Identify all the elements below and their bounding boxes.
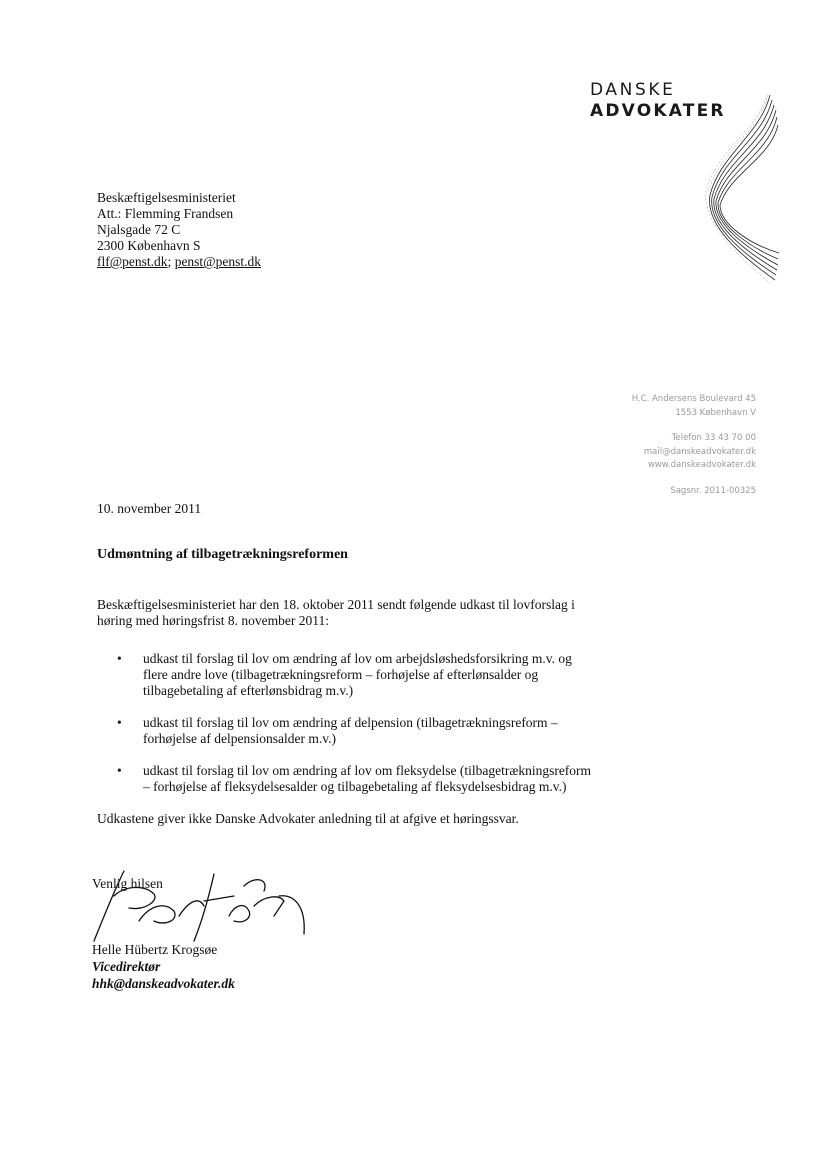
letter-body bbox=[97, 597, 597, 841]
logo-line2: ADVOKATER bbox=[590, 101, 726, 121]
sender-address-1: H.C. Andersens Boulevard 45 bbox=[631, 394, 756, 404]
bullet-dot-icon: • bbox=[117, 763, 122, 778]
sender-email: mail@danskeadvokater.dk bbox=[643, 446, 756, 457]
letter-intro: Beskæftigelsesministeriet har den 18. oktober 2011 sendt følgende udkast til lovforslag i høring med høringsfrist 8. november 2011: bbox=[97, 597, 575, 628]
signer-role: Vicedirektør bbox=[92, 959, 161, 974]
signer-name: Helle Hübertz Krogsøe bbox=[92, 942, 218, 957]
recipient-address bbox=[97, 190, 261, 270]
signer-block bbox=[92, 941, 235, 992]
bullet-item bbox=[97, 763, 597, 795]
sender-info bbox=[632, 393, 756, 498]
bullet-item bbox=[97, 715, 597, 747]
recipient-emails bbox=[97, 254, 261, 270]
handwritten-signature bbox=[84, 866, 314, 946]
signoff-greeting: Venlig hilsen bbox=[92, 876, 163, 891]
sender-case-number: Sagsnr. 2011-00325 bbox=[670, 485, 756, 496]
recipient-org: Beskæftigelsesministeriet bbox=[97, 190, 236, 205]
recipient-email-link-2[interactable]: penst@penst.dk bbox=[174, 254, 261, 269]
logo-swoosh-icon bbox=[700, 95, 780, 295]
bullet-text: udkast til forslag til lov om ændring af lov om arbejdsløshedsforsikring m.v. og flere andre love (tilbagetrækningsreform – forhøjelse af efterlønsalder og tilbagebetaling af efterlønsbidrag m.v.) bbox=[143, 651, 572, 698]
recipient-email-link-1[interactable]: flf@penst.dk bbox=[97, 254, 168, 269]
letter-date: 10. november 2011 bbox=[97, 501, 202, 516]
bullet-dot-icon: • bbox=[117, 715, 122, 730]
signer-email[interactable]: hhk@danskeadvokater.dk bbox=[92, 976, 235, 991]
sender-phone: Telefon 33 43 70 00 bbox=[671, 433, 756, 443]
bullet-text: udkast til forslag til lov om ændring af delpension (tilbagetrækningsreform – forhøjelse af delpensionsalder m.v.) bbox=[143, 715, 558, 746]
logo-line1: DANSKE bbox=[590, 80, 676, 100]
recipient-email-separator: ; bbox=[167, 254, 172, 269]
bullet-list bbox=[97, 651, 597, 795]
sender-address-2: 1553 København V bbox=[675, 407, 756, 418]
bullet-text: udkast til forslag til lov om ændring af lov om fleksydelse (tilbagetrækningsreform – forhøjelse af fleksydelsesalder og tilbagebetaling af fleksydelsesbidrag m.v.) bbox=[143, 763, 592, 794]
recipient-city: 2300 København S bbox=[97, 238, 201, 253]
letter-subject: Udmøntning af tilbagetrækningsreformen bbox=[97, 547, 348, 562]
letter-closing: Udkastene giver ikke Danske Advokater anledning til at afgive et høringssvar. bbox=[97, 811, 519, 826]
bullet-item bbox=[97, 651, 597, 699]
sender-web: www.danskeadvokater.dk bbox=[647, 460, 756, 470]
recipient-att: Att.: Flemming Frandsen bbox=[97, 206, 234, 221]
recipient-street: Njalsgade 72 C bbox=[97, 222, 181, 237]
bullet-dot-icon: • bbox=[117, 651, 122, 666]
